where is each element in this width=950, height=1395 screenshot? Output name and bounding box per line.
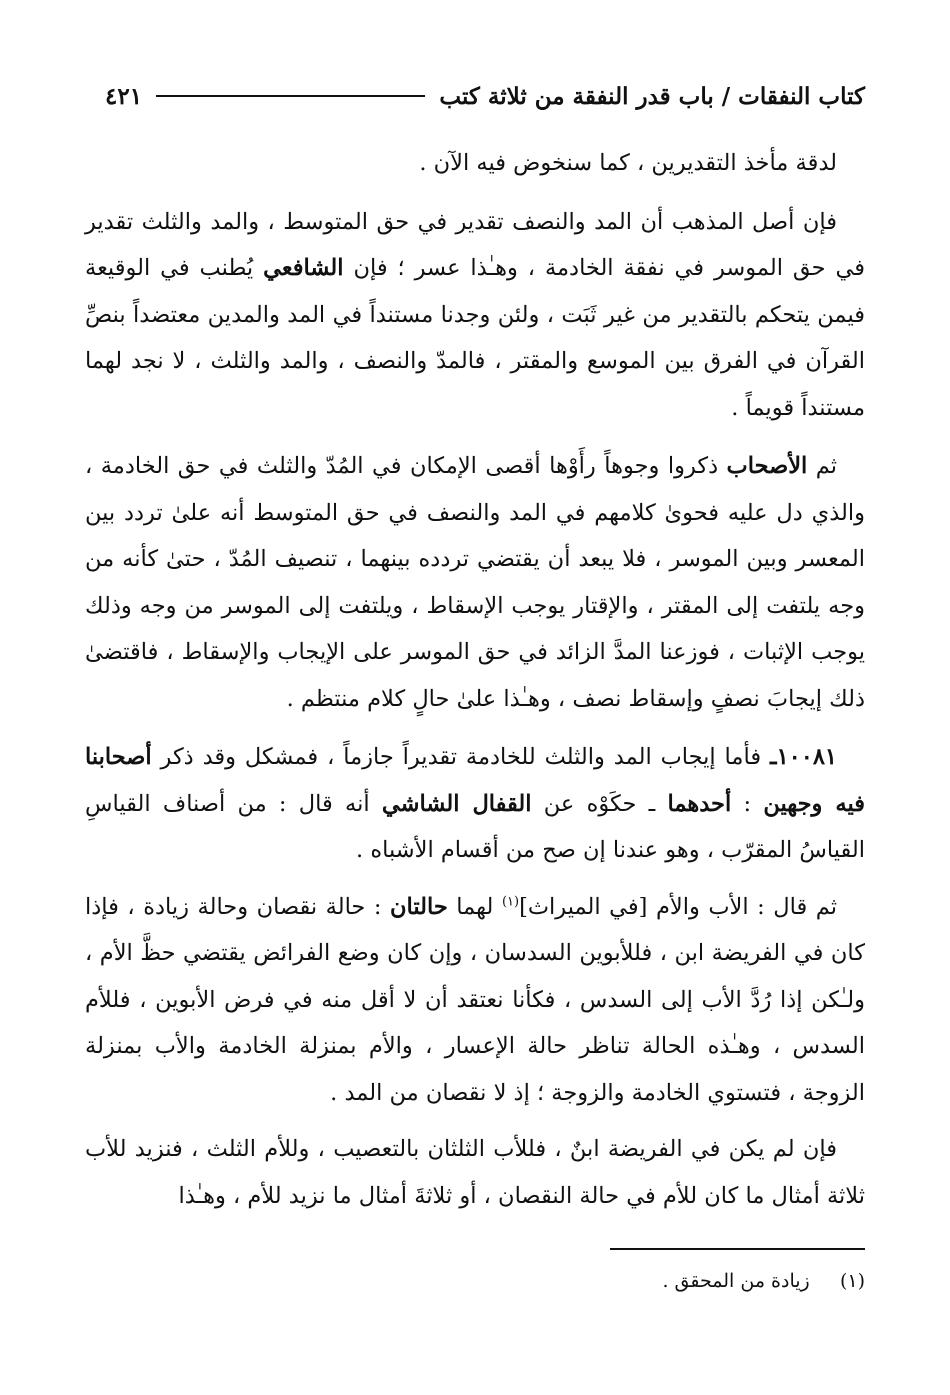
text-run: : حالة نقصان وحالة زيادة ، فإذا كان في الفريضة ابن ، فللأبوين السدسان ، وإن كان وضع الفرائض يقتضي حظَّ الأم ، ولـٰكن إذا رُدَّ الأب إلى السدس ، فكأنا نعتقد أن لا أقل منه في فرض الأبوين ، فللأم السدس ، وهـٰذه الحالة تناظر حالة الإعسار ، والأم بمنزلة الخادمة والأب بمنزلة الزوجة ، فتستوي الخادمة والزوجة ؛ إذ لا نقصان من المد . [85,893,865,1106]
paragraph [85,199,865,432]
text-run: يُطنب في الوقيعة فيمن يتحكم بالتقدير من غير ثَبَت ، ولئن وجدنا مستنداً في المد والمدين معتضداً بنصِّ القرآن في الفرق بين الموسع والمقتر ، فالمدّ والنصف ، والمد والثلث ، لا نجد لهما مستنداً قويماً . [85,255,865,421]
footnote-ref: (١) [501,894,520,909]
paragraph [85,140,865,187]
text-run: فإن أصل المذهب أن المد والنصف تقدير في حق المتوسط ، والمد والثلث تقدير في حق الموسر في نفقة الخادمة ، وهـٰذا عسر ؛ فإن [85,208,865,281]
text-run: فأما إيجاب المد والثلث للخادمة تقديراً جازماً ، فمشكل وقد ذكر [151,744,770,770]
footnote-marker: (١) [839,1270,865,1292]
paragraph [85,734,865,874]
footnote-separator [610,1248,865,1250]
header-rule [156,95,425,97]
bold-term: أحدهما [667,790,732,817]
bold-term: أصحابنا فيه وجهين [85,744,865,817]
bold-term: الأصحاب [726,453,808,479]
bold-term: الشافعي [263,255,344,281]
footnote-text: زيادة من المحقق . [662,1270,810,1292]
paragraph [85,443,865,722]
bold-term: القفال الشاشي [381,790,532,817]
text-run: ثم [807,453,837,479]
running-header [105,76,865,116]
text-run: فإن لم يكن في الفريضة ابنٌ ، فللأب الثلثان بالتعصيب ، وللأم الثلث ، فنزيد للأب ثلاثة أمثال ما كان للأم في حالة النقصان ، أو ثلاثةَ أمثال ما نزيد للأم ، وهـٰذا [85,1136,865,1209]
text-run: أنه قال : من أصناف القياسِ القياسُ المقرّب ، وهو عندنا إن صح من أقسام الأشباه . [85,790,865,863]
page-number: ٤٢١ [105,82,143,110]
footnote [300,1266,865,1296]
text-run: ثم قال : الأب والأم [في الميراث] [519,893,837,920]
text-run: : [731,790,764,817]
header-title: كتاب النفقات / باب قدر النفقة من ثلاثة كتب [439,82,865,110]
paragraph [85,884,865,1117]
paragraph [85,1126,865,1219]
text-run: لهما [447,893,502,920]
body-text [85,128,865,1219]
text-run: لدقة مأخذ التقديرين ، كما سنخوض فيه الآن . [419,150,837,176]
bold-term: ١٠٠٨١ـ [769,744,837,770]
bold-term: حالتان [389,893,448,920]
text-run: ـ حكَوْه عن [531,790,668,817]
text-run: ذكروا وجوهاً رأَوْها أقصى الإمكان في المُدّ والثلث في حق الخادمة ، والذي دل عليه فحوىٰ كلامهم في المد والنصف في حق المتوسط أنه علىٰ تردد بين المعسر وبين الموسر ، فلا يبعد أن يقتضي تردده بينهما ، تنصيف المُدّ ، حتىٰ كأنه من وجه يلتفت إلى المقتر ، والإقتار يوجب الإسقاط ، ويلتفت إلى الموسر من وجه وذلك يوجب الإثبات ، فوزعنا المدَّ الزائد في حق الموسر على الإيجاب والإسقاط ، فاقتضىٰ ذلك إيجابَ نصفٍ وإسقاط نصف ، وهـٰذا علىٰ حالٍ كلام منتظم . [85,453,865,712]
